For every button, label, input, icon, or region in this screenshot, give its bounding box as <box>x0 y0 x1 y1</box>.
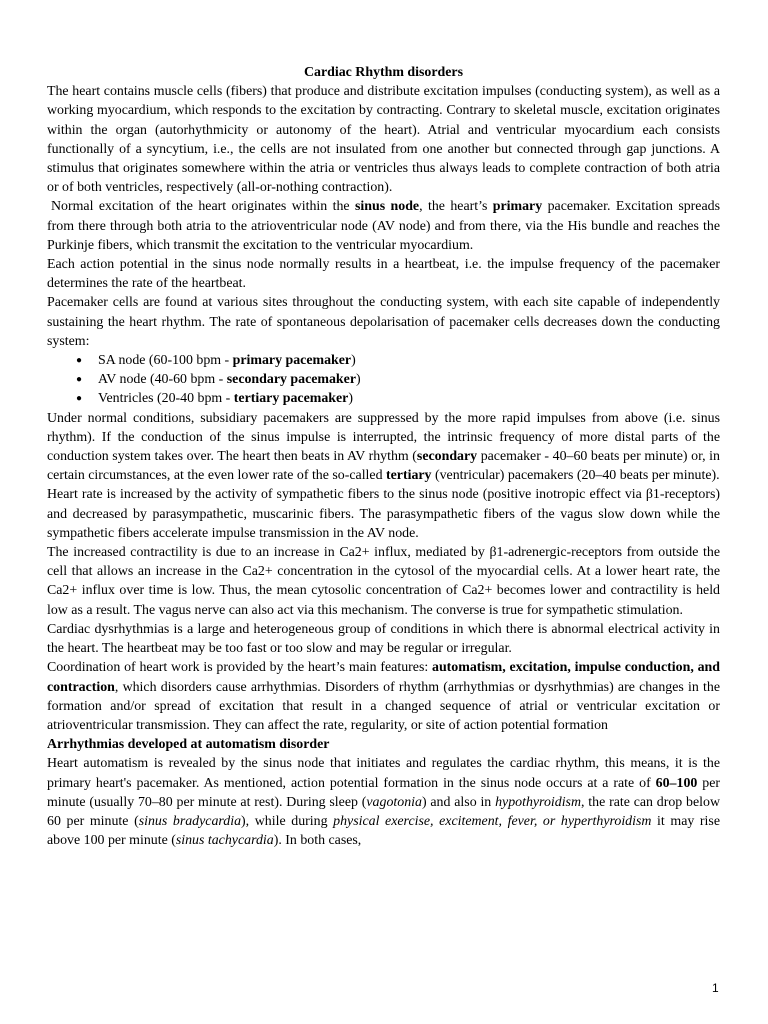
document-body <box>47 63 720 850</box>
paragraph-pacemaker-cells: Pacemaker cells are found at various sites throughout the conducting system, with each site capable of independently sustaining the heart rhythm. The rate of spontaneous depolarisation of pacemaker cells decreases down the conducting system: <box>47 295 720 349</box>
paragraph-dysrhythmias: Cardiac dysrhythmias is a large and heterogeneous group of conditions in which there is abnormal electrical activity in the heart. The heartbeat may be too fast or too slow and may be regular or irregular. <box>47 621 720 657</box>
list-item: ● SA node (60-100 bpm - primary pacemaker) <box>47 351 720 370</box>
term-sinus-node: sinus node <box>355 199 420 215</box>
paragraph-heart-rate: Heart rate is increased by the activity of sympathetic fibers to the sinus node (positive inotropic effect via β1-receptors) and decreased by parasympathetic, muscarinic fibers. The parasympathetic fibers of the vagus slow down while the sympathetic fibers accelerate impulse transmission in the AV node. <box>47 487 720 541</box>
list-item: ● Ventricles (20-40 bpm - tertiary pacemaker) <box>47 389 720 408</box>
term-primary: primary <box>492 199 543 215</box>
paragraph-contractility: The increased contractility is due to an increase in Ca2+ influx, mediated by β1-adrenergic-receptors from outside the cell that allows an increase in the Ca2+ concentration in the cytosol of the myocardial cells. At a lower heart rate, the Ca2+ influx over time is low. Thus, the mean cytosolic concentration of Ca2+ becomes lower and contractility is held low as a result. The vagus nerve can also act via this mechanism. The converse is true for sympathetic stimulation. <box>47 545 720 618</box>
paragraph-normal-excitation: Normal excitation of the heart originates within the sinus node, the heart’s primary pacemaker. Excitation spreads from there through both atria to the atrioventricular node (AV node) and from there, via the His bundle and reaches the Purkinje fibers, which transmit the excitation to the ventricular myocardium. <box>47 199 720 253</box>
section-heading: Arrhythmias developed at automatism disorder <box>47 737 330 753</box>
paragraph-heart-muscle: The heart contains muscle cells (fibers) that produce and distribute excitation impulses (conducting system), as well as a working myocardium, which responds to the excitation by contracting. Contrary to skeletal muscle, excitation originates within the organ (autorhythmicity or autonomy of the heart). Atrial and ventricular myocardium each consists functionally of a syncytium, i.e., the cells are not insulated from one another but connected through gap junctions. A stimulus that originates somewhere within the atria or ventricles thus always leads to complete contraction of both atria or of both ventricles, respectively (all-or-nothing contraction). <box>47 84 720 196</box>
paragraph-heart-automatism: Heart automatism is revealed by the sinus node that initiates and regulates the cardiac rhythm, this means, it is the primary heart's pacemaker. As mentioned, action potential formation in the sinus node occurs at a rate of 60–100 per minute (usually 70–80 per minute at rest). During sleep (vagotonia) and also in hypothyroidism, the rate can drop below 60 per minute (sinus bradycardia), while during physical exercise, excitement, fever, or hyperthyroidism it may rise above 100 per minute (sinus tachycardia). In both cases, <box>47 756 721 849</box>
pacemaker-list <box>47 351 720 409</box>
paragraph-coordination: Coordination of heart work is provided by the heart’s main features: automatism, excitation, impulse conduction, and contraction, which disorders cause arrhythmias. Disorders of rhythm (arrhythmias or dysrhythmias) are changes in the formation and/or spread of excitation that result in a changed sequence of atrial or ventricular excitation or atrioventricular transmission. They can affect the rate, regularity, or site of action potential formation <box>47 660 720 733</box>
paragraph-subsidiary-pacemakers: Under normal conditions, subsidiary pacemakers are suppressed by the more rapid impulses from above (i.e. sinus rhythm). If the conduction of the sinus impulse is interrupted, the intrinsic frequency of more distal parts of the conduction system takes over. The heart then beats in AV rhythm (secondary pacemaker - 40–60 beats per minute) or, in certain circumstances, at the even lower rate of the so-called tertiary (ventricular) pacemakers (20–40 beats per minute). <box>47 410 720 484</box>
page-title: Cardiac Rhythm disorders <box>304 65 463 80</box>
list-item: ● AV node (40-60 bpm - secondary pacemaker) <box>47 370 720 389</box>
page-number: 1 <box>712 981 719 995</box>
paragraph-action-potential: Each action potential in the sinus node normally results in a heartbeat, i.e. the impulse frequency of the pacemaker determines the rate of the heartbeat. <box>47 257 720 292</box>
